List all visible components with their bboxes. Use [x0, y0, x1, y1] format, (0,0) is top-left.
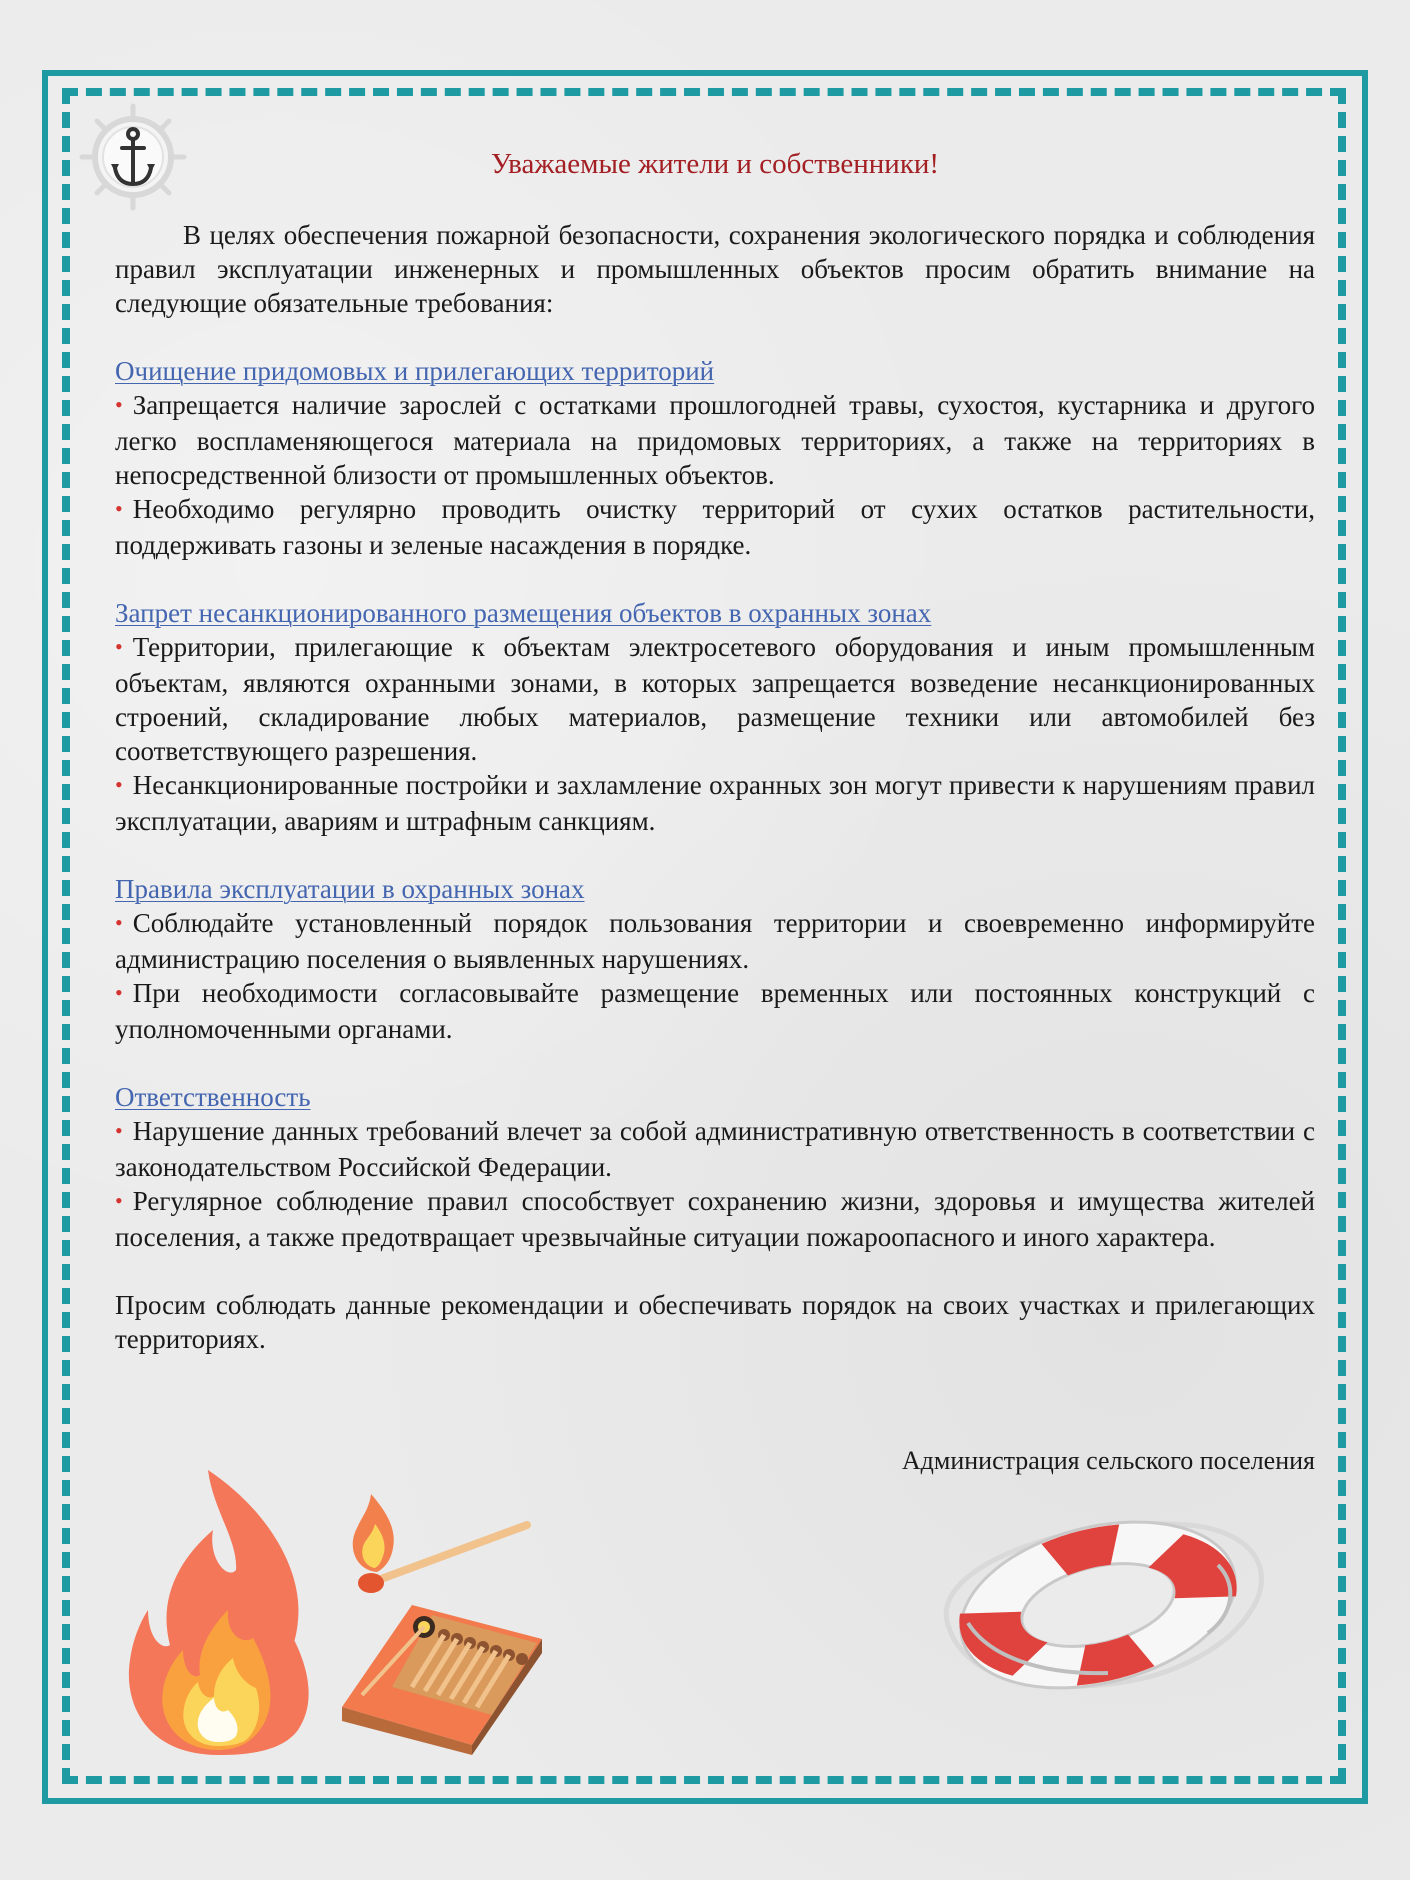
notice-body [115, 218, 1315, 1356]
bullet-icon: • [115, 634, 123, 659]
bullet-icon: • [115, 496, 123, 521]
bullet-icon: • [115, 392, 123, 417]
list-item: • Территории, прилегающие к объектам электросетевого оборудования и иным промышленным объектам, являются охранными зонами, в которых запрещается возведение несанкционированных строений, складирование любых материалов, размещение техники или автомобилей без соответствующего разрешения. [115, 632, 1315, 766]
list-item: • Нарушение данных требований влечет за собой административную ответственность в соответствии с законодательством Российской Федерации. [115, 1116, 1315, 1182]
lifebuoy-icon [928, 1505, 1268, 1705]
matchbox-icon [332, 1595, 547, 1755]
section-heading: Очищение придомовых и прилегающих территорий [115, 356, 715, 386]
intro-paragraph: В целях обеспечения пожарной безопасности, сохранения экологического порядка и соблюдения правил эксплуатации инженерных и промышленных объектов просим обратить внимание на следующие обязательные требования: [115, 220, 1315, 318]
burning-match-icon [345, 1480, 535, 1600]
list-item: • Регулярное соблюдение правил способствует сохранению жизни, здоровья и имущества жителей поселения, а также предотвращает чрезвычайные ситуации пожароопасного и иного характера. [115, 1186, 1315, 1252]
list-item: • Запрещается наличие зарослей с остатками прошлогодней травы, сухостоя, кустарника и другого легко воспламеняющегося материала на придомовых территориях, а также на территориях в непосредственной близости от промышленных объектов. [115, 390, 1315, 490]
list-item: • Соблюдайте установленный порядок пользования территории и своевременно информируйте администрацию поселения о выявленных нарушениях. [115, 908, 1315, 974]
bullet-icon: • [115, 1188, 123, 1213]
list-item: • Необходимо регулярно проводить очистку территорий от сухих остатков растительности, поддерживать газоны и зеленые насаждения в порядке. [115, 494, 1315, 560]
page-title: Уважаемые жители и собственники! [490, 148, 940, 180]
section-heading: Правила эксплуатации в охранных зонах [115, 874, 585, 904]
list-item: • При необходимости согласовывайте размещение временных или постоянных конструкций с уполномоченными органами. [115, 978, 1315, 1044]
closing-paragraph: Просим соблюдать данные рекомендации и обеспечивать порядок на своих участках и прилегающих территориях. [115, 1290, 1315, 1354]
section-responsibility [115, 1080, 1315, 1254]
section-heading: Ответственность [115, 1082, 311, 1112]
bullet-icon: • [115, 772, 123, 797]
section-protected-zones [115, 596, 1315, 838]
section-cleaning [115, 354, 1315, 562]
section-heading: Запрет несанкционированного размещения объектов в охранных зонах [115, 598, 932, 628]
bullet-icon: • [115, 1118, 123, 1143]
fire-icon [118, 1470, 318, 1755]
list-item: • Несанкционированные постройки и захламление охранных зон могут привести к нарушениям правил эксплуатации, авариям и штрафным санкциям. [115, 770, 1315, 836]
signature: Администрация сельского поселения [901, 1446, 1315, 1475]
bullet-icon: • [115, 980, 123, 1005]
bullet-icon: • [115, 910, 123, 935]
section-operation-rules [115, 872, 1315, 1046]
